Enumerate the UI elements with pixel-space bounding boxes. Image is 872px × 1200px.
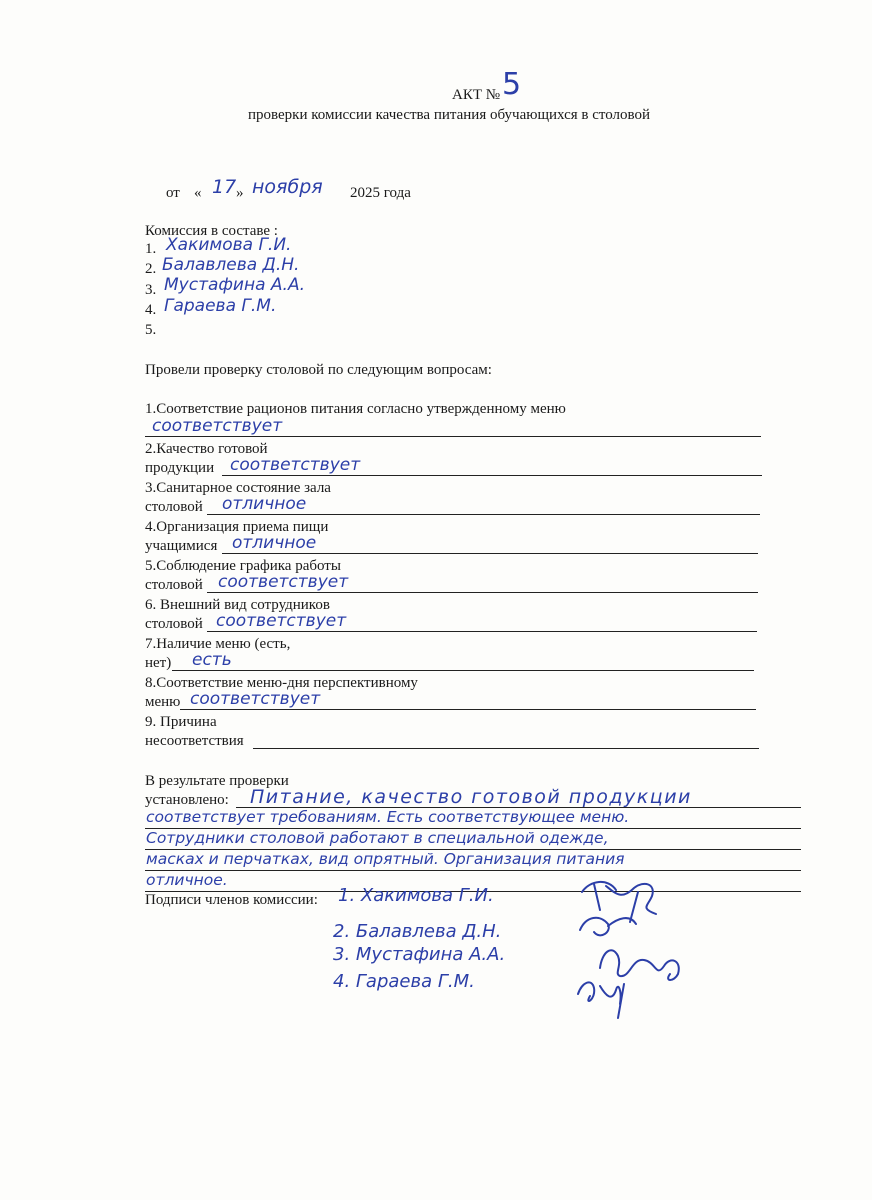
member-number: 5.	[145, 322, 157, 338]
answer-8: соответствует	[190, 689, 321, 709]
question-3: 3.Санитарное состояние зала	[145, 480, 331, 496]
question-6-label: столовой	[145, 616, 203, 632]
question-5: 5.Соблюдение графика работы	[145, 558, 341, 574]
answer-1: соответствует	[152, 416, 283, 436]
answer-line-9	[253, 748, 759, 749]
date-from: от	[166, 185, 180, 201]
signature-name: 2. Балавлева Д.Н.	[333, 921, 502, 942]
question-7: 7.Наличие меню (есть,	[145, 636, 291, 652]
question-6: 6. Внешний вид сотрудников	[145, 597, 330, 613]
member-number: 4.	[145, 302, 157, 318]
member-number: 2.	[145, 261, 157, 277]
question-4-label: учащимися	[145, 538, 218, 554]
date-quote-close: »	[236, 185, 244, 201]
result-text-line: масках и перчатках, вид опрятный. Организация питания	[146, 850, 625, 868]
answer-3: отличное	[222, 494, 307, 514]
result-text-line: Питание, качество готовой продукции	[250, 786, 692, 808]
result-text-line: отличное.	[146, 871, 228, 889]
answer-7: есть	[192, 650, 232, 670]
answer-line-5	[207, 592, 758, 593]
member-name: Хакимова Г.И.	[166, 235, 292, 255]
answer-line-1	[145, 436, 761, 437]
answer-2: соответствует	[230, 455, 361, 475]
member-name: Балавлева Д.Н.	[162, 255, 300, 275]
member-number: 1.	[145, 241, 157, 257]
result-label: установлено:	[145, 792, 229, 808]
signature-name: 3. Мустафина А.А.	[333, 944, 506, 965]
question-9: 9. Причина	[145, 714, 217, 730]
question-9-label: несоответствия	[145, 733, 244, 749]
answer-4: отличное	[232, 533, 317, 553]
answer-line-6	[207, 631, 757, 632]
answer-line-7	[172, 670, 754, 671]
signatures-label: Подписи членов комиссии:	[145, 892, 318, 908]
question-7-label: нет)	[145, 655, 172, 671]
question-8: 8.Соответствие меню-дня перспективному	[145, 675, 418, 691]
date-month: ноября	[252, 176, 323, 198]
signature-name: 4. Гараева Г.М.	[333, 971, 475, 992]
result-text-line: Сотрудники столовой работают в специальной одежде,	[146, 829, 609, 847]
answer-6: соответствует	[216, 611, 347, 631]
member-number: 3.	[145, 282, 157, 298]
answer-line-8	[180, 709, 756, 710]
act-subtitle: проверки комиссии качества питания обучающихся в столовой	[248, 107, 651, 123]
member-name: Гараева Г.М.	[164, 296, 277, 316]
question-2-label: продукции	[145, 460, 215, 476]
answer-line-3	[207, 514, 760, 515]
question-2: 2.Качество готовой	[145, 441, 268, 457]
result-heading: В результате проверки	[145, 773, 289, 789]
question-1: 1.Соответствие рационов питания согласно утвержденному меню	[145, 401, 566, 417]
date-year: 2025 года	[350, 185, 411, 201]
act-number: 5	[502, 67, 522, 102]
act-title	[452, 86, 500, 104]
commission-heading: Комиссия в составе :	[145, 223, 278, 239]
question-4: 4.Организация приема пищи	[145, 519, 329, 535]
question-5-label: столовой	[145, 577, 203, 593]
member-name: Мустафина А.А.	[164, 275, 305, 295]
answer-line-2	[222, 475, 762, 476]
answer-line-4	[222, 553, 758, 554]
question-8-label: меню	[145, 694, 181, 710]
result-text-line: соответствует требованиям. Есть соответствующее меню.	[146, 808, 630, 826]
answer-5: соответствует	[218, 572, 349, 592]
question-3-label: столовой	[145, 499, 203, 515]
handwritten-signatures	[560, 870, 740, 1030]
date-quote-open: «	[194, 185, 202, 201]
act-title-prefix: АКТ №	[452, 87, 501, 103]
date-day: 17	[212, 176, 237, 198]
inspection-intro: Провели проверку столовой по следующим вопросам:	[145, 362, 492, 378]
signature-name: 1. Хакимова Г.И.	[338, 885, 494, 906]
